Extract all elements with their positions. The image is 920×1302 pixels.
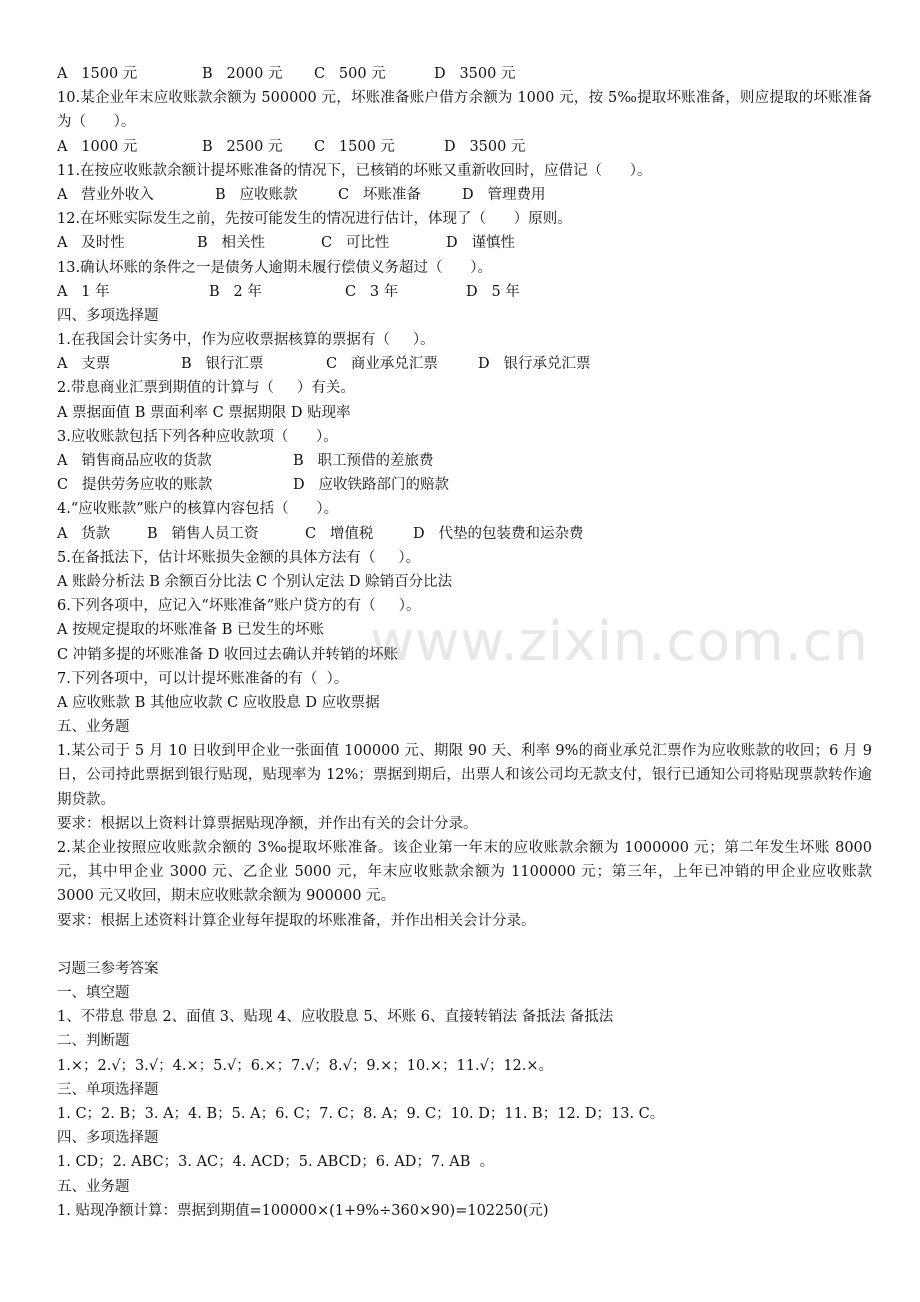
- option-d: D 应收铁路部门的赔款: [293, 477, 449, 494]
- option-a: A 支票: [57, 356, 111, 373]
- option-c: C 3 年: [345, 283, 399, 300]
- option-b: B 职工预借的差旅费: [293, 453, 434, 470]
- question-13: 13.确认坏账的条件之一是债务人逾期未履行偿债义务超过（ ）。: [57, 259, 492, 276]
- answers-section-4-title: 四、多项选择题: [57, 1130, 159, 1147]
- question-12: 12.在坏账实际发生之前，先按可能发生的情况进行估计，体现了（ ）原则。: [57, 211, 572, 228]
- answers-section-3: 1. C；2. B；3. A；4. B；5. A；6. C；7. C；8. A；9. C；10. D；11. B；12. D；13. C。: [57, 1106, 665, 1122]
- option-c: C 提供劳务应收的账款: [57, 477, 213, 494]
- option-d: D 谨慎性: [446, 235, 515, 252]
- answers-section-2-title: 二、判断题: [57, 1033, 130, 1050]
- option-a: A 及时性: [57, 235, 125, 252]
- option-a: A 1000 元: [57, 138, 138, 155]
- q12-options: [57, 231, 872, 255]
- m6-options-row-1: A 按规定提取的坏账准备 B 已发生的坏账: [57, 622, 324, 639]
- business-question-1-requirement: 要求：根据以上资料计算票据贴现净额，并作出有关的会计分录。: [57, 815, 478, 832]
- option-c: C 商业承兑汇票: [326, 356, 438, 373]
- m4-options: [57, 522, 872, 546]
- option-b: B 2000 元: [202, 66, 283, 82]
- m3-options-row-1: [57, 449, 872, 473]
- option-b: B 银行汇票: [181, 356, 264, 373]
- option-b: B 销售人员工资: [147, 525, 259, 542]
- option-b: B 应收账款: [215, 186, 298, 203]
- m3-options-row-2: [57, 473, 872, 497]
- option-a: A 1 年: [57, 283, 110, 300]
- answers-section-3-title: 三、单项选择题: [57, 1081, 159, 1098]
- multi-question-4: 4.“应收账款”账户的核算内容包括（ ）。: [57, 501, 339, 518]
- multi-question-2: 2.带息商业汇票到期值的计算与（ ）有关。: [57, 380, 355, 397]
- q9-options: [57, 62, 872, 86]
- business-question-1: 1.某公司于 5 月 10 日收到甲企业一张面值 100000 元、期限 90 天、利率 9%的商业承兑汇票作为应收账款的收回；6 月 9 日，公司持此票据到银行贴现，贴现率为 12%；票据到期后，出票人和该公司均无款支付，银行已通知公司将贴现票款转作逾期贷款。: [57, 743, 872, 808]
- option-a: A 营业外收入: [57, 186, 154, 203]
- option-d: D 3500 元: [434, 66, 516, 82]
- answers-section-5-title: 五、业务题: [57, 1178, 130, 1195]
- option-a: A 货款: [57, 525, 111, 542]
- multi-question-7: 7.下列各项中，可以计提坏账准备的有（ ）。: [57, 670, 349, 687]
- answers-section-1: 1、不带息 带息 2、面值 3、贴现 4、应收股息 5、坏账 6、直接转销法 备抵法 备抵法: [57, 1009, 614, 1026]
- m1-options: [57, 352, 872, 376]
- business-question-2: 2.某企业按照应收账款余额的 3‰提取坏账准备。该企业第一年末的应收账款余额为 1000000 元；第二年发生坏账 8000 元，其中甲企业 3000 元、乙企业 5000 元，年末应收账款余额为 1100000 元；第三年，上年已冲销的甲企业应收账款 3000 元又收回，期末应收账款余额为 900000 元。: [57, 840, 872, 905]
- q11-options: [57, 183, 872, 207]
- multi-question-3: 3.应收账款包括下列各种应收款项（ ）。: [57, 428, 338, 445]
- option-c: C 坏账准备: [338, 186, 421, 203]
- option-c: C 增值税: [305, 525, 374, 542]
- spacer: [57, 933, 872, 957]
- q13-options: [57, 280, 872, 304]
- multi-question-6: 6.下列各项中，应记入“坏账准备”账户贷方的有（ ）。: [57, 598, 421, 615]
- answers-section-5: 1. 贴现净额计算：票据到期值=100000×(1+9%÷360×90)=102250(元): [57, 1202, 549, 1219]
- option-a: A 1500 元: [57, 66, 138, 82]
- q10-options: [57, 135, 872, 159]
- option-a: A 销售商品应收的货款: [57, 453, 212, 470]
- option-d: D 3500 元: [444, 138, 526, 155]
- option-c: C 1500 元: [314, 138, 395, 155]
- option-d: D 银行承兑汇票: [478, 356, 591, 373]
- answers-section-2: 1.×；2.√；3.√；4.×；5.√；6.×；7.√；8.√；9.×；10.×；11.√；12.×。: [57, 1057, 554, 1074]
- option-c: C 可比性: [321, 235, 390, 252]
- option-d: D 管理费用: [462, 186, 546, 203]
- section-title-multiple-choice: 四、多项选择题: [57, 307, 159, 324]
- option-c: C 500 元: [314, 66, 386, 82]
- multi-question-1: 1.在我国会计实务中，作为应收票据核算的票据有（ ）。: [57, 332, 435, 349]
- answers-section-4: 1. CD；2. ABC；3. AC；4. ACD；5. ABCD；6. AD；7. AB 。: [57, 1154, 495, 1171]
- document-page: [57, 62, 872, 1223]
- business-question-2-requirement: 要求：根据上述资料计算企业每年提取的坏账准备，并作出相关会计分录。: [57, 912, 536, 929]
- m2-options: A 票据面值 B 票面利率 C 票据期限 D 贴现率: [57, 404, 351, 421]
- option-b: B 相关性: [197, 235, 265, 252]
- option-b: B 2500 元: [202, 138, 283, 155]
- answers-title: 习题三参考答案: [57, 960, 159, 977]
- m5-options: A 账龄分析法 B 余额百分比法 C 个别认定法 D 赊销百分比法: [57, 573, 453, 590]
- section-title-business: 五、业务题: [57, 719, 130, 736]
- watermark-text: www.zixin.com.cn: [370, 610, 869, 673]
- multi-question-5: 5.在备抵法下，估计坏账损失金额的具体方法有（ ）。: [57, 549, 421, 566]
- answers-section-1-title: 一、填空题: [57, 985, 130, 1002]
- m6-options-row-2: C 冲销多提的坏账准备 D 收回过去确认并转销的坏账: [57, 646, 399, 663]
- question-10: 10.某企业年末应收账款余额为 500000 元，坏账准备账户借方余额为 1000 元，按 5‰提取坏账准备，则应提取的坏账准备为（ ）。: [57, 90, 872, 131]
- option-d: D 5 年: [466, 283, 520, 300]
- option-b: B 2 年: [209, 283, 262, 300]
- m7-options: A 应收账款 B 其他应收款 C 应收股息 D 应收票据: [57, 694, 380, 711]
- option-d: D 代垫的包装费和运杂费: [413, 525, 584, 542]
- question-11: 11.在按应收账款余额计提坏账准备的情况下，已核销的坏账又重新收回时，应借记（ ）。: [57, 162, 652, 179]
